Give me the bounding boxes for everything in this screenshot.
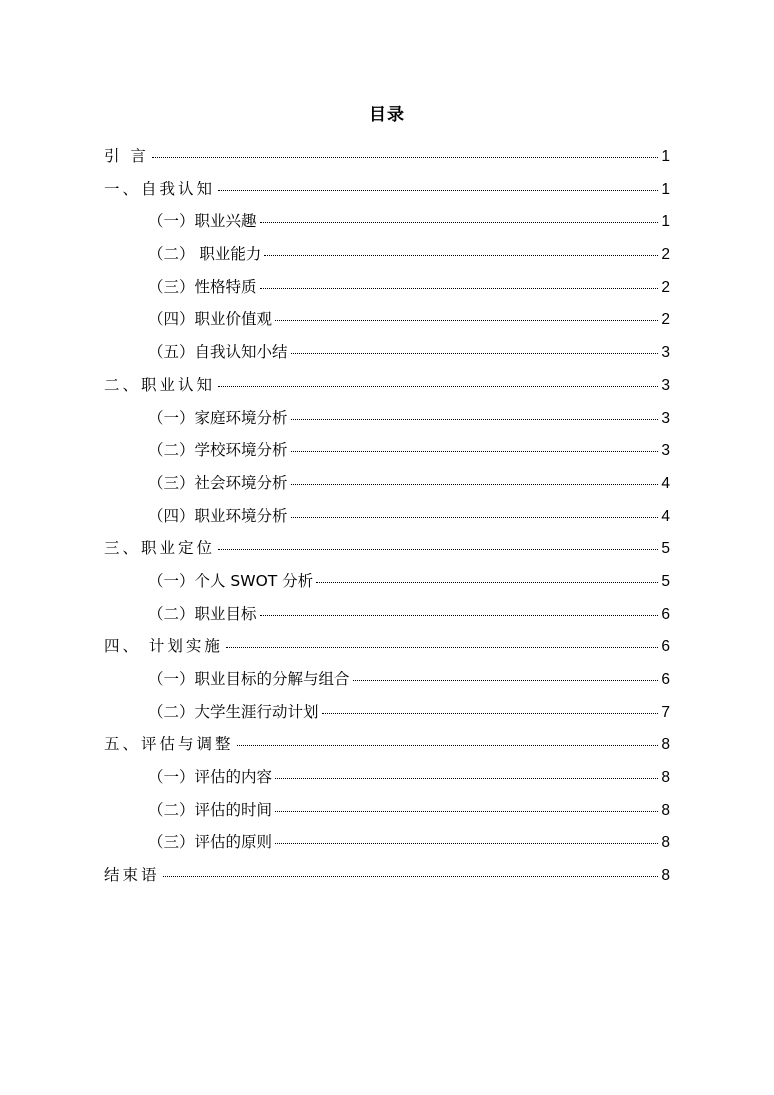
- toc-entry-section[interactable]: [104, 630, 670, 663]
- toc-dot-leader: [260, 287, 659, 289]
- toc-entry-label: （一）职业兴趣: [148, 212, 257, 231]
- toc-entry-section[interactable]: [104, 532, 670, 565]
- toc-entry-section[interactable]: [104, 728, 670, 761]
- toc-entry-label: （二）学校环境分析: [148, 441, 288, 460]
- toc-entry-page-number: 8: [661, 801, 670, 819]
- toc-dot-leader: [218, 548, 658, 550]
- toc-dot-leader: [322, 712, 659, 714]
- toc-entry-page-number: 3: [661, 376, 670, 394]
- toc-entry-subsection[interactable]: [104, 434, 670, 467]
- toc-entry-page-number: 4: [661, 474, 670, 492]
- toc-dot-leader: [218, 189, 658, 191]
- toc-entry-page-number: 8: [661, 769, 670, 787]
- toc-dot-leader: [163, 875, 659, 877]
- toc-dot-leader: [275, 842, 658, 844]
- toc-entry-label: （三）社会环境分析: [148, 473, 288, 492]
- toc-entry-page-number: 8: [661, 736, 670, 754]
- toc-entry-subsection[interactable]: [104, 794, 670, 827]
- toc-dot-leader: [291, 418, 659, 420]
- toc-title: 目录: [369, 105, 405, 125]
- toc-entry-label: 引 言: [104, 147, 149, 165]
- toc-entry-label: （二）大学生涯行动计划: [148, 702, 319, 721]
- toc-entry-page-number: 8: [661, 834, 670, 852]
- toc-entry-page-number: 2: [661, 311, 670, 329]
- toc-dot-leader: [291, 352, 659, 354]
- toc-entry-page-number: 8: [661, 867, 670, 885]
- toc-dot-leader: [353, 679, 659, 681]
- toc-dot-leader: [226, 646, 658, 648]
- toc-entry-label: （一）个人 SWOT 分析: [148, 571, 314, 590]
- toc-entry-subsection[interactable]: [104, 663, 670, 696]
- toc-entry-label: （二）评估的时间: [148, 800, 273, 819]
- toc-entry-page-number: 3: [661, 442, 670, 460]
- toc-entry-label: （一）评估的内容: [148, 768, 273, 787]
- toc-entry-page-number: 6: [661, 671, 670, 688]
- toc-dot-leader: [260, 614, 659, 616]
- toc-dot-leader: [275, 319, 658, 321]
- toc-entry-section[interactable]: [104, 859, 670, 892]
- toc-entry-subsection[interactable]: [104, 761, 670, 794]
- toc-dot-leader: [264, 254, 658, 256]
- toc-entry-subsection[interactable]: [104, 826, 670, 859]
- toc-entry-page-number: 5: [661, 540, 670, 558]
- toc-entry-page-number: 2: [661, 278, 670, 296]
- toc-entry-label: 四、 计划实施: [104, 637, 223, 656]
- toc-entry-label: （三）评估的原则: [148, 833, 273, 852]
- toc-dot-leader: [291, 450, 659, 452]
- toc-dot-leader: [291, 516, 659, 518]
- toc-entry-subsection[interactable]: [104, 402, 670, 435]
- toc-dot-leader: [275, 777, 658, 779]
- toc-entry-page-number: 1: [661, 180, 670, 198]
- toc-dot-leader: [237, 744, 659, 746]
- toc-dot-leader: [152, 156, 658, 158]
- toc-entry-label: 五、评估与调整: [104, 735, 234, 754]
- toc-entry-label: 二、职业认知: [104, 375, 216, 394]
- toc-entry-subsection[interactable]: [104, 205, 670, 238]
- toc-entry-label: （一）职业目标的分解与组合: [148, 670, 350, 688]
- toc-entry-label: 结束语: [104, 866, 160, 885]
- toc-entry-label: （四）职业环境分析: [148, 506, 288, 525]
- toc-entry-subsection[interactable]: [104, 696, 670, 729]
- toc-entry-subsection[interactable]: [104, 303, 670, 336]
- toc-entry-page-number: 3: [661, 344, 670, 362]
- toc-entry-label: （四）职业价值观: [148, 310, 273, 329]
- toc-entry-page-number: 2: [661, 246, 670, 264]
- toc-entry-page-number: 6: [661, 638, 670, 656]
- toc-entry-subsection[interactable]: [104, 271, 670, 304]
- toc-entry-subsection[interactable]: [104, 336, 670, 369]
- toc-entry-page-number: 7: [661, 703, 670, 721]
- toc-dot-leader: [260, 221, 659, 223]
- toc-dot-leader: [275, 810, 658, 812]
- toc-entry-subsection[interactable]: [104, 467, 670, 500]
- toc-entry-page-number: 4: [661, 507, 670, 525]
- toc-entry-section[interactable]: [104, 140, 670, 173]
- toc-entry-label: 一、自我认知: [104, 179, 216, 198]
- toc-entry-label: 三、职业定位: [104, 539, 216, 558]
- toc-dot-leader: [291, 483, 659, 485]
- toc-list: [104, 140, 670, 892]
- toc-dot-leader: [316, 581, 658, 583]
- toc-entry-label: （三）性格特质: [148, 277, 257, 296]
- toc-entry-page-number: 5: [661, 572, 670, 590]
- toc-entry-section[interactable]: [104, 369, 670, 402]
- toc-entry-label: （二）职业目标: [148, 604, 257, 623]
- toc-entry-subsection[interactable]: [104, 238, 670, 271]
- toc-entry-label: （五）自我认知小结: [148, 343, 288, 362]
- toc-entry-page-number: 6: [661, 605, 670, 623]
- toc-entry-page-number: 1: [661, 148, 670, 165]
- toc-entry-section[interactable]: [104, 173, 670, 206]
- toc-entry-page-number: 1: [661, 213, 670, 231]
- toc-entry-label: （一）家庭环境分析: [148, 408, 288, 427]
- toc-entry-subsection[interactable]: [104, 500, 670, 533]
- toc-dot-leader: [218, 385, 658, 387]
- toc-entry-subsection[interactable]: [104, 598, 670, 631]
- toc-entry-label: （二） 职业能力: [148, 245, 262, 264]
- toc-entry-subsection[interactable]: [104, 565, 670, 598]
- toc-entry-page-number: 3: [661, 409, 670, 427]
